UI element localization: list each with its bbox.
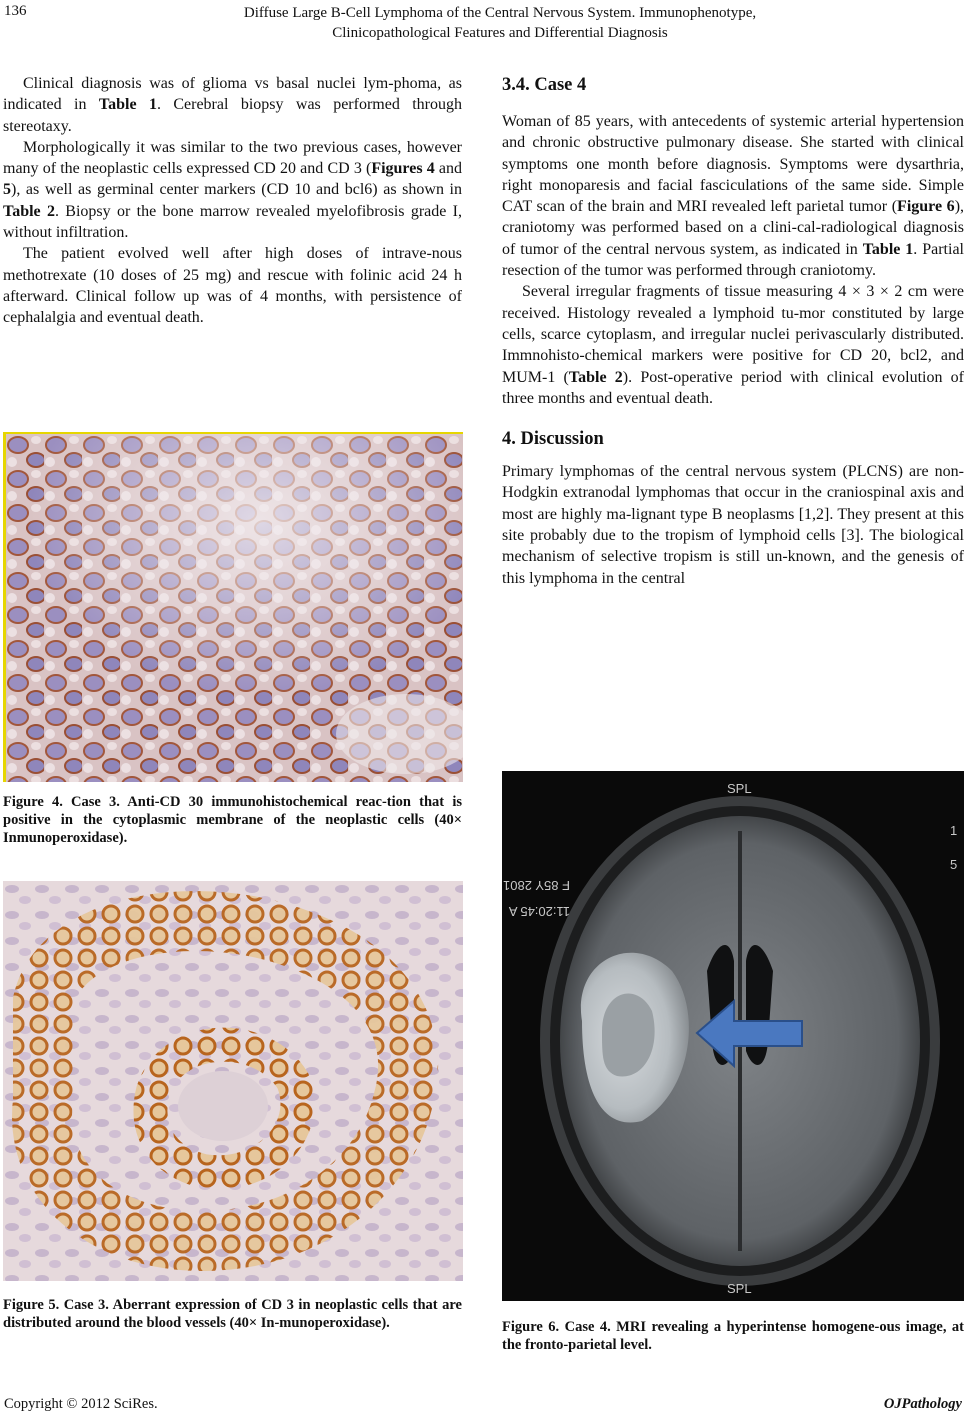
paragraph: The patient evolved well after high doses of intrave-nous methotrexate (10 doses of 25 mg) and rescue with folinic acid 24 h afterward. Clinical follow up was of 4 months, with persistence of cephalalgia and eventual death. [3, 245, 462, 327]
ihc-cd3-micrograph [3, 881, 463, 1281]
paragraph: Several irregular fragments of tissue measuring 4 × 3 × 2 cm were received. Histology revealed a lymphoid tu-mor constituted by large cells, scarce cytoplasm, and irregular nuclei perivascularly distributed. Immnohisto-chemical markers were positive for CD 20, bcl2, and MUM-1 (Table 2). Post-operative period with clinical evolution of three months and eventual death. [502, 283, 964, 407]
copyright: Copyright © 2012 SciRes. [4, 1396, 158, 1412]
mri-label-right1: 1 [950, 823, 958, 838]
figure-6-image [502, 771, 964, 1301]
page-footer [4, 1396, 962, 1413]
section-heading-case4: 3.4. Case 4 [502, 75, 587, 95]
figure-6-caption: Figure 6. Case 4. MRI revealing a hyperintense homogene-ous image, at the fronto-parietal level. [502, 1319, 964, 1353]
mri-label-top: SPL [727, 781, 752, 796]
page-number: 136 [4, 3, 27, 19]
mri-label-right2: 5 [950, 857, 958, 872]
left-column-text [3, 73, 462, 329]
paragraph: Morphologically it was similar to the two previous cases, however many of the neoplastic cells expressed CD 20 and CD 3 (Figures 4 and 5), as well as germinal center markers (CD 10 and bcl6) as shown in Table 2. Biopsy or the bone marrow revealed myelofibrosis grade I, without infiltration. [3, 138, 463, 242]
ihc-cd30-micrograph [6, 434, 463, 782]
section-heading-discussion: 4. Discussion [502, 429, 604, 450]
figure-4-caption: Figure 4. Case 3. Anti-CD 30 immunohistochemical reac-tion that is positive in the cytoplasmic membrane of the neoplastic cells (40× Inmunoperoxidase). [3, 794, 462, 846]
paragraph: Woman of 85 years, with antecedents of systemic arterial hypertension and chronic obstructive pulmonary disease. She started with clinical symptoms one month before diagnosis. Symptoms were dysarthria, right monoparesis and facial fasciculations of the same side. Simple CAT scan of the brain and MRI revealed left parietal tumor (Figure 6), craniotomy was performed based on a clini-cal-radiological diagnosis of tumor of the central nervous system, as indicated in Table 1. Partial resection of the tumor was performed through craniotomy. [502, 113, 965, 280]
mri-label-left1: F 85Y 2801 [503, 878, 570, 893]
mri-axial-brain [502, 771, 964, 1301]
running-title: Diffuse Large B-Cell Lymphoma of the Central Nervous System. Immunophenotype, Clinicopathological Features and Differential Diagnosis [243, 5, 757, 41]
figure-4-image [3, 432, 463, 782]
right-column-text [502, 73, 964, 589]
mri-label-left2: 11:20:45 A [508, 904, 570, 919]
paragraph: Clinical diagnosis was of glioma vs basal nuclei lym-phoma, as indicated in Table 1. Cerebral biopsy was performed through stereotaxy. [3, 75, 462, 135]
paragraph: Primary lymphomas of the central nervous system (PLCNS) are non-Hodgkin extranodal lymphomas that occur in the craniospinal axis and most are highly ma-lignant type B neoplasms [1,2]. They present at this site probably due to the tropism of lymphoid cells [3]. The biological mechanism of selective tropism is still un-known, and the genesis of this lymphoma in the central [502, 463, 964, 587]
figure-5-caption: Figure 5. Case 3. Aberrant expression of CD 3 in neoplastic cells that are distributed around the blood vessels (40× In-munoperoxidase). [3, 1297, 462, 1331]
mri-label-bottom: SPL [727, 1281, 752, 1296]
figure-5-image [3, 881, 463, 1281]
journal-name: OJPathology [883, 1396, 962, 1412]
